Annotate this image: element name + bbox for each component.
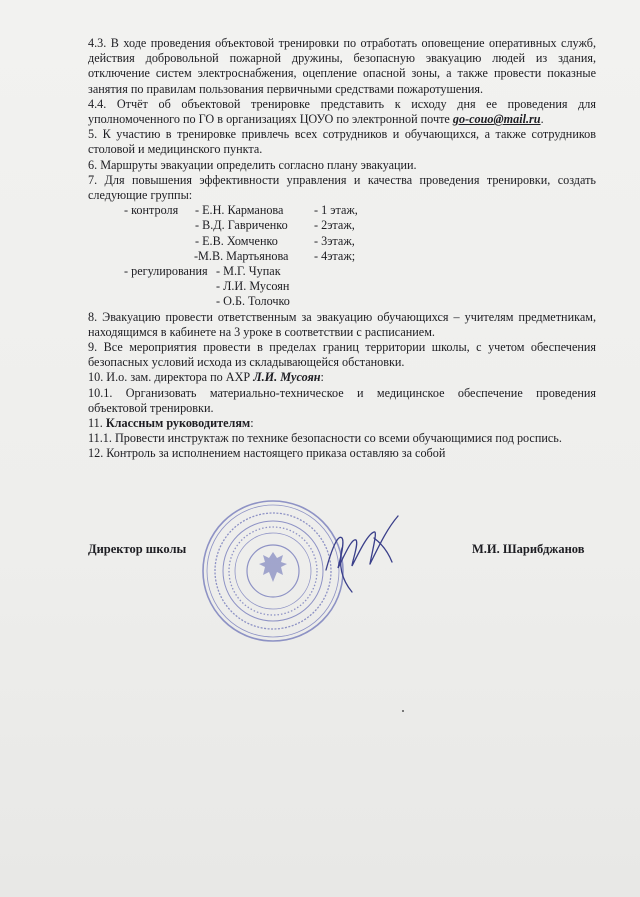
group-regulation-row-1 — [88, 264, 596, 279]
paragraph-4-3: 4.3. В ходе проведения объектовой тренировки по отработать оповещение оперативных служб, действия добровольной пожарной дружины, безопасную эвакуацию людей из здания, отключение систем электроснабжения, оцепление опасной зоны, а также провести показные занятия по правилам пользования первичными средствами пожаротушения. — [88, 36, 596, 96]
group-member-name: - Л.И. Мусоян — [216, 279, 290, 294]
signature-icon — [312, 508, 422, 598]
group-member-name: -М.В. Мартьянова — [194, 248, 289, 263]
group-member-floor: - 1 этаж, — [314, 203, 358, 218]
group-regulation-row-2 — [88, 279, 596, 294]
paragraph-10-1: 10.1. Организовать материально-техническое и медицинское обеспечение проведения объектовой тренировки. — [88, 385, 596, 415]
group-regulation-label: - регулирования — [124, 263, 208, 278]
paragraph-9: 9. Все мероприятия провести в пределах границ территории школы, с учетом обеспечения безопасных условий исхода из складывающейся обстановки. — [88, 339, 596, 370]
group-regulation-row-3 — [88, 294, 596, 309]
paragraph-11-suffix: : — [250, 415, 254, 430]
group-control-label: - контроля — [124, 203, 179, 218]
paragraph-11-1: 11.1. Провести инструктаж по технике безопасности со всеми обучающимися под роспись. — [88, 431, 562, 446]
paragraph-10-suffix: : — [320, 370, 324, 385]
paragraph-10 — [88, 370, 596, 385]
paragraph-11 — [88, 416, 596, 431]
group-control-row-2 — [88, 218, 596, 233]
group-member-name: - О.Б. Толочко — [216, 294, 290, 309]
order-body — [88, 36, 596, 462]
group-member-name: - В.Д. Гавриченко — [195, 218, 288, 233]
paragraph-4-4 — [88, 97, 596, 127]
paragraph-8: 8. Эвакуацию провести ответственным за эвакуацию обучающихся – учителям предметникам, находящимся в кабинете на 3 уроке в соответствии с расписанием. — [88, 309, 596, 339]
signature-title: Директор школы — [88, 542, 187, 556]
group-member-name: - Е.Н. Карманова — [195, 203, 284, 218]
paragraph-4-4-end: . — [540, 112, 544, 127]
group-control-row-4 — [88, 249, 596, 264]
signatory-name: М.И. Шарибджанов — [472, 542, 585, 556]
group-control-row-3 — [88, 234, 596, 249]
group-control-row-1 — [88, 203, 596, 218]
paragraph-4-4-text: 4.4. Отчёт об объектовой тренировке представить к исходу дня ее проведения для уполномоченного по ГО в организациях ЦОУО по электронной почте — [88, 96, 596, 127]
paragraph-10-name: Л.И. Мусоян — [253, 370, 321, 385]
paragraph-7: 7. Для повышения эффективности управления и качества проведения тренировки, создать следующие группы: — [88, 172, 596, 203]
paragraph-11-prefix: 11. — [88, 415, 106, 430]
paragraph-11-bold: Классным руководителям — [105, 415, 251, 430]
paragraph-5: 5. К участию в тренировке привлечь всех сотрудников и обучающихся, а также сотрудников столовой и медицинского пункта. — [88, 127, 596, 157]
email-link[interactable]: go-couo@mail.ru — [452, 112, 541, 127]
group-member-floor: - 3этаж, — [314, 233, 355, 248]
group-member-floor: - 2этаж, — [314, 218, 355, 233]
paragraph-10-prefix: 10. И.о. зам. директора по АХР — [88, 370, 254, 385]
group-member-name: - Е.В. Хомченко — [195, 233, 278, 248]
paper-speck — [402, 710, 404, 712]
paragraph-12: 12. Контроль за исполнением настоящего приказа оставляю за собой — [88, 446, 446, 461]
group-member-floor: - 4этаж; — [314, 248, 356, 263]
paragraph-6: 6. Маршруты эвакуации определить согласно плану эвакуации. — [88, 157, 417, 172]
group-member-name: - М.Г. Чупак — [216, 263, 281, 278]
